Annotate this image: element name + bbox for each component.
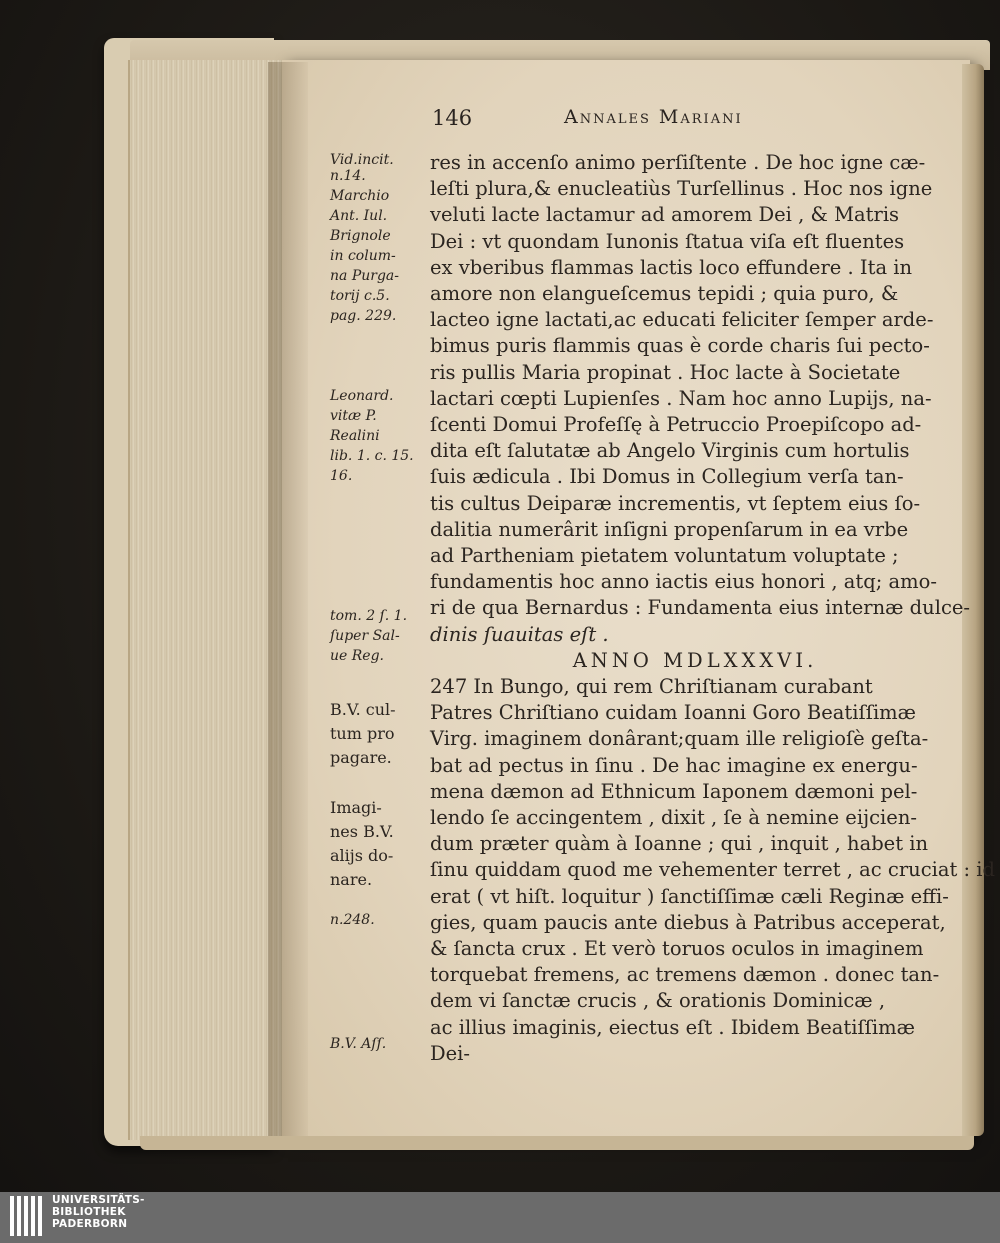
text-line: leſti plura,& enucleatiùs Turſellinus . Hoc nos igne [430, 177, 933, 201]
page-number: 146 [432, 106, 473, 130]
text-line: erat ( vt hiſt. loquitur ) ſanctiſſimæ cæli Reginæ effi- [430, 884, 949, 908]
margin-note: Marchio [330, 188, 390, 204]
text-line: 247 In Bungo, qui rem Chriſtianam curabant [430, 675, 873, 698]
text-line: Patres Chriſtiano cuidam Ioanni Goro Beatiſſimæ [430, 701, 916, 725]
text-line: lactari cœpti Lupienſes . Nam hoc anno Lupijs, na- [430, 386, 932, 410]
margin-note: nare. [330, 870, 373, 889]
text-line: dalitia numerârit inſigni propenſarum in ea vrbe [430, 517, 909, 541]
margin-note: ue Reg. [330, 648, 384, 664]
margin-note: Leonard. [330, 388, 394, 404]
margin-note: in colum- [330, 248, 396, 264]
running-head: Annales Mariani [564, 106, 743, 128]
text-line: ſuis ædicula . Ibi Domus in Collegium verſa tan- [430, 465, 904, 489]
margin-note: Vid.incit. [330, 152, 394, 168]
text-line: & ſancta crux . Et verò toruos oculos in imaginem [430, 937, 924, 960]
text-line: mena dæmon ad Ethnicum Iaponem dæmoni pel- [430, 779, 918, 803]
margin-note: torij c.5. [330, 288, 390, 304]
text-line: dum præter quàm à Ioanne ; qui , inquit , habet in [430, 832, 929, 856]
margin-note: vitæ P. [330, 408, 377, 424]
page-header [432, 106, 852, 138]
margin-note: ſuper Sal- [330, 628, 400, 644]
text-line: ri de qua Bernardus : Fundamenta eius internæ dulce- [430, 596, 971, 620]
text-line: ſinu quiddam quod me vehementer terret , ac cruciat : id [430, 858, 996, 882]
margin-note: tum pro [330, 724, 395, 743]
text-line: ſcenti Domui Profeſſę à Petruccio Proepiſcopo ad- [430, 413, 922, 436]
logo-line-2: BIBLIOTHEK [52, 1206, 126, 1218]
text-line: bat ad pectus in ſinu . De hac imagine ex energu- [430, 753, 918, 777]
library-footer [0, 1192, 1000, 1243]
text-line: veluti lacte lactamur ad amorem Dei , & Matris [430, 203, 900, 227]
margin-note: Ant. Iul. [330, 208, 388, 224]
margin-note: n.248. [330, 912, 375, 928]
margin-note: alijs do- [330, 846, 394, 865]
page-block-edges [128, 60, 290, 1140]
logo-line-1: UNIVERSITÄTS- [52, 1194, 145, 1206]
logo-line-3: PADERBORN [52, 1218, 128, 1230]
text-line: ris pullis Maria propinat . Hoc lacte à Societate [430, 360, 901, 384]
margin-note: B.V. cul- [330, 700, 396, 719]
margin-note: nes B.V. [330, 822, 394, 841]
text-line: dita eſt ſalutatæ ab Angelo Virginis cum hortulis [430, 439, 910, 463]
margin-note: Brignole [330, 228, 391, 244]
text-line: ex vberibus flammas lactis loco effundere . Ita in [430, 255, 913, 279]
text-line: dem vi ſanctæ crucis , & orationis Dominicæ , [430, 989, 886, 1013]
margin-note: na Purga- [330, 268, 399, 284]
text-line: lendo ſe accingentem , dixit , ſe à nemine eijcien- [430, 806, 917, 829]
margin-note: pag. 229. [330, 308, 397, 324]
text-line: torquebat fremens, ac tremens dæmon . donec tan- [430, 963, 940, 987]
margin-note: n.14. [330, 168, 366, 184]
library-logo-icon [10, 1196, 44, 1236]
margin-note: tom. 2 ſ. 1. [330, 608, 408, 624]
page-gutter [268, 62, 308, 1138]
text-line: bimus puris flammis quas è corde charis ſui pecto- [430, 334, 930, 358]
margin-note: B.V. Aſſ. [330, 1036, 387, 1052]
text-line: Dei- [430, 1041, 470, 1065]
text-line: ANNO MDLXXXVI. [572, 648, 818, 672]
text-line: gies, quam paucis ante diebus à Patribus acceperat, [430, 910, 946, 934]
margin-note: lib. 1. c. 15. [330, 448, 414, 464]
text-line: fundamentis hoc anno iactis eius honori , atq; amo- [430, 570, 937, 594]
text-line: ad Partheniam pietatem voluntatum voluptate ; [430, 544, 899, 567]
text-line: dinis ſuauitas eſt . [430, 622, 609, 646]
text-line: tis cultus Deiparæ incrementis, vt ſeptem eius ſo- [430, 491, 921, 515]
text-line: amore non elangueſcemus tepidi ; quia puro, & [430, 282, 899, 305]
margin-note: Realini [330, 428, 380, 444]
text-line: lacteo igne lactati,ac educati feliciter ſemper arde- [430, 308, 934, 332]
margin-note: Imagi- [330, 798, 382, 817]
text-line: ac illius imaginis, eiectus eſt . Ibidem Beatiſſimæ [430, 1015, 915, 1039]
library-logo-text [52, 1194, 145, 1230]
margin-note: pagare. [330, 748, 392, 767]
book-bottom-edge [140, 1136, 974, 1150]
text-line: Virg. imaginem donârant;quam ille religioſè geſta- [430, 727, 929, 751]
text-line: Dei : vt quondam Iunonis ſtatua viſa eſt fluentes [430, 229, 905, 253]
margin-note: 16. [330, 468, 353, 484]
text-line: res in accenſo animo perſiſtente . De hoc igne cæ- [430, 151, 926, 174]
